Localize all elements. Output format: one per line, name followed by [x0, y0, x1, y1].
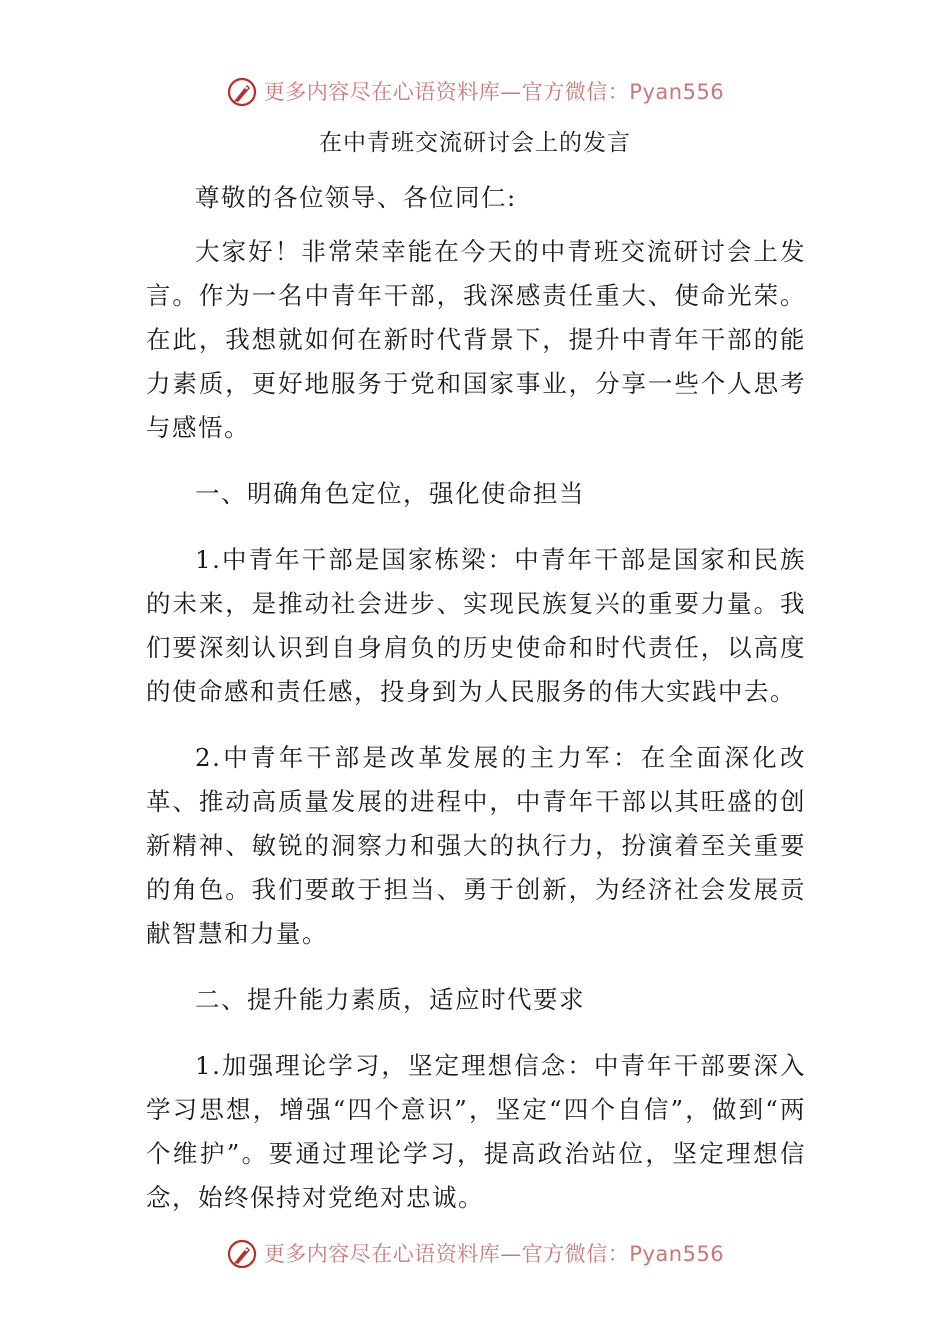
watermark-text: 更多内容尽在心语资料库—官方微信：Pyan556 — [263, 80, 725, 104]
document-body — [146, 176, 806, 1220]
paragraph-intro: 大家好！非常荣幸能在今天的中青班交流研讨会上发言。作为一名中青年干部，我深感责任重大、使命光荣。在此，我想就如何在新时代背景下，提升中青年干部的能力素质，更好地服务于党和国家事业，分享一些个人思考与感悟。 — [146, 237, 806, 442]
section-heading-1: 一、明确角色定位，强化使命担当 — [195, 479, 585, 508]
pen-nib-logo-icon — [226, 76, 258, 108]
section-heading-2: 二、提升能力素质，适应时代要求 — [195, 985, 585, 1014]
watermark-footer — [0, 1238, 950, 1270]
watermark-header — [0, 76, 950, 108]
paragraph-2-1: 1.加强理论学习，坚定理想信念：中青年干部要深入学习思想，增强“四个意识”，坚定“四个自信”，做到“两个维护”。要通过理论学习，提高政治站位，坚定理想信念，始终保持对党绝对忠诚。 — [146, 1051, 806, 1212]
paragraph-1-1: 1.中青年干部是国家栋梁：中青年干部是国家和民族的未来，是推动社会进步、实现民族复兴的重要力量。我们要深刻认识到自身肩负的历史使命和时代责任，以高度的使命感和责任感，投身到为人民服务的伟大实践中去。 — [146, 545, 806, 706]
greeting: 尊敬的各位领导、各位同仁: — [195, 183, 517, 212]
pen-nib-logo-icon — [226, 1238, 258, 1270]
paragraph-1-2: 2.中青年干部是改革发展的主力军：在全面深化改革、推动高质量发展的进程中，中青年干部以其旺盛的创新精神、敏锐的洞察力和强大的执行力，扮演着至关重要的角色。我们要敢于担当、勇于创新，为经济社会发展贡献智慧和力量。 — [146, 743, 806, 948]
watermark-text: 更多内容尽在心语资料库—官方微信：Pyan556 — [263, 1242, 725, 1266]
document-title: 在中青班交流研讨会上的发言 — [319, 130, 631, 156]
